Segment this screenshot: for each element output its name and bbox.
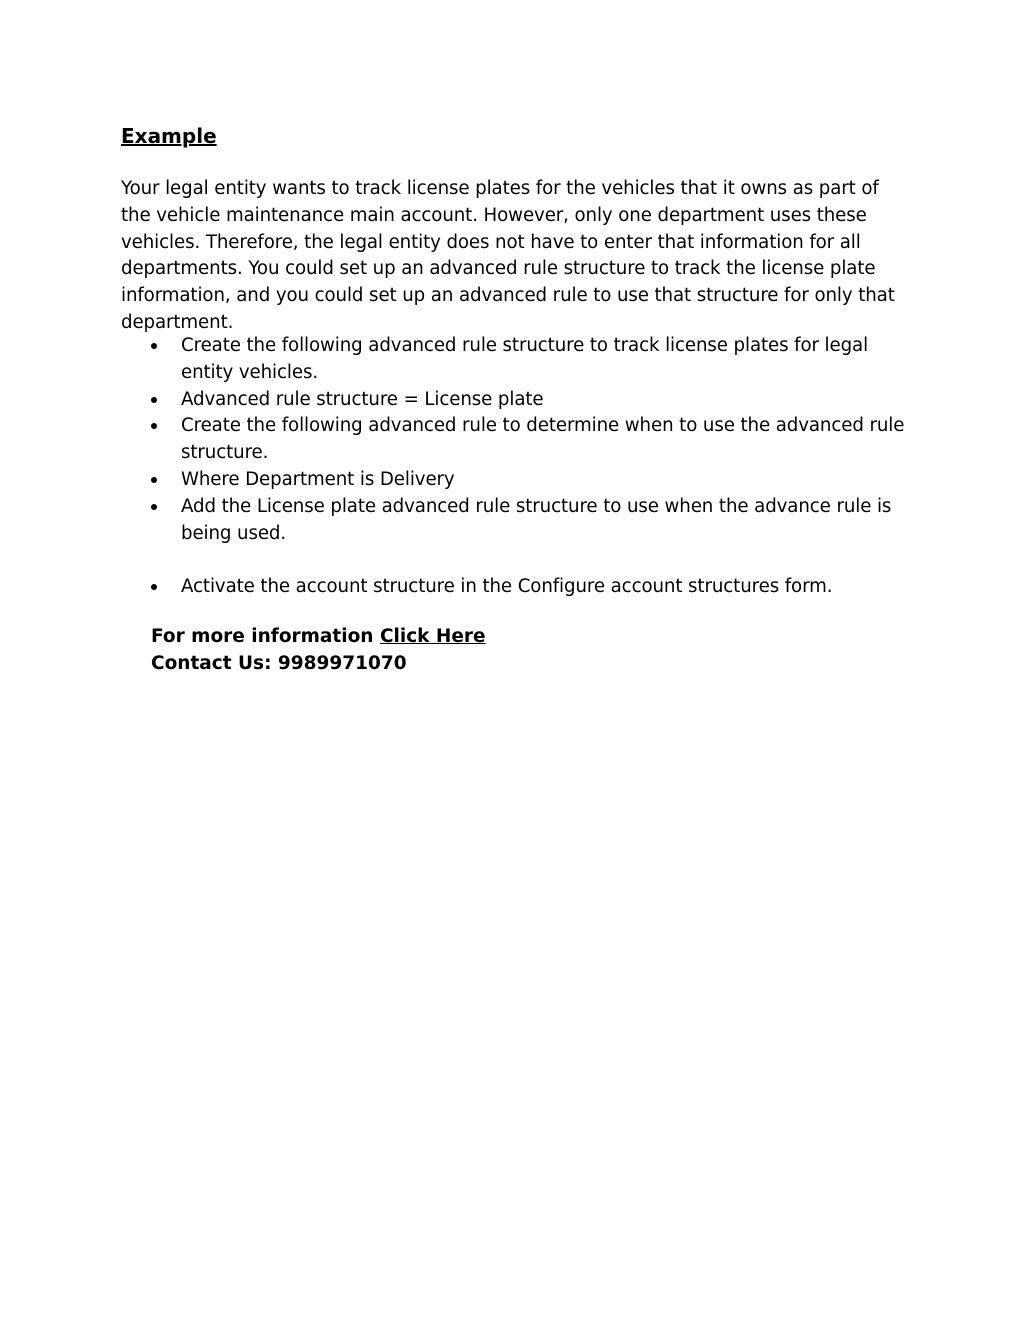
more-info-label: For more information bbox=[151, 626, 374, 647]
bullet-icon bbox=[151, 343, 157, 349]
list-item-text: Create the following advanced rule structure to track license plates for legal entity vehicles. bbox=[181, 335, 869, 383]
steps-list bbox=[181, 333, 911, 601]
list-item bbox=[181, 494, 911, 548]
intro-paragraph: Your legal entity wants to track license plates for the vehicles that it owns as part of the vehicle maintenance main account. However, only one department uses these vehicles. Therefore, the legal entity does not have to enter that information for all departments. You could set up an advanced rule structure to track the license plate information, and you could set up an advanced rule to use that structure for only that department. bbox=[121, 178, 895, 333]
list-item bbox=[181, 467, 911, 494]
bullet-icon bbox=[151, 477, 157, 483]
more-info-line bbox=[151, 623, 486, 650]
list-item-text: Create the following advanced rule to determine when to use the advanced rule structure. bbox=[181, 415, 905, 464]
list-item bbox=[181, 574, 911, 601]
bullet-icon bbox=[151, 397, 157, 403]
contact-line: Contact Us: 9989971070 bbox=[151, 653, 407, 674]
list-item-text: Where Department is Delivery bbox=[181, 468, 455, 490]
list-item bbox=[181, 413, 911, 467]
example-heading: Example bbox=[121, 124, 217, 148]
list-item-text: Advanced rule structure = License plate bbox=[181, 388, 544, 410]
list-item-text: Activate the account structure in the Configure account structures form. bbox=[181, 576, 833, 598]
list-item bbox=[181, 333, 911, 387]
bullet-icon bbox=[151, 423, 157, 429]
click-here-link[interactable]: Click Here bbox=[379, 626, 486, 647]
list-item bbox=[181, 387, 911, 414]
bullet-icon bbox=[151, 504, 157, 510]
list-item-text: Add the License plate advanced rule structure to use when the advance rule is being used. bbox=[181, 495, 892, 544]
bullet-icon bbox=[151, 584, 157, 590]
